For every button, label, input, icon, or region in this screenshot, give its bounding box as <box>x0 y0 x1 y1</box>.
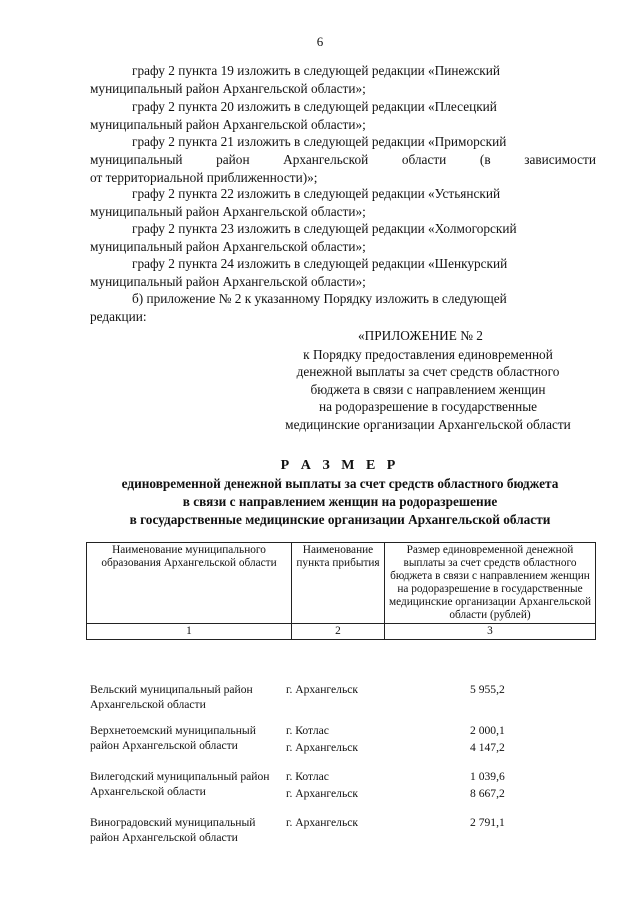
heading-subtitle <box>40 475 640 529</box>
header-cell: Наименование муниципального образования Архангельской области <box>87 543 292 624</box>
column-number: 2 <box>292 624 385 640</box>
appendix-title: «ПРИЛОЖЕНИЕ № 2 <box>358 328 483 343</box>
table-header-row <box>87 543 596 624</box>
paragraph-line: графу 2 пункта 24 изложить в следующей редакции «Шенкурский <box>132 256 508 271</box>
paragraph-line: от территориальной приближенности)»; <box>90 170 318 185</box>
paragraph-19 <box>90 62 596 98</box>
paragraph-line: графу 2 пункта 19 изложить в следующей редакции «Пинежский <box>132 63 500 78</box>
heading-line: единовременной денежной выплаты за счет средств областного бюджета <box>121 476 559 491</box>
payment-amount: 8 667,2 <box>470 787 505 800</box>
arrival-place: г. Архангельск <box>286 787 359 800</box>
appendix-line: на родоразрешение в государственные <box>318 399 538 415</box>
paragraph-21 <box>90 133 596 187</box>
paragraph-20 <box>90 98 596 134</box>
table-header <box>86 542 596 640</box>
column-number: 1 <box>87 624 292 640</box>
appendix-caption <box>260 346 596 433</box>
payment-amount: 2 000,1 <box>470 724 505 737</box>
arrival-place: г. Архангельск <box>286 816 359 829</box>
header-cell: Наименование пункта прибытия <box>292 543 385 624</box>
heading-line: в государственные медицинские организации Архангельской области <box>129 512 551 527</box>
column-number: 3 <box>385 624 596 640</box>
arrival-place: г. Котлас <box>286 770 329 783</box>
payment-amount: 2 791,1 <box>470 816 505 829</box>
paragraph-23 <box>90 220 596 256</box>
paragraph-line: муниципальный район Архангельской области»; <box>90 239 366 254</box>
paragraph-line: муниципальный район Архангельской области»; <box>90 204 366 219</box>
header-cell: Размер единовременной денежной выплаты за счет средств областного бюджета в связи с направлением женщин на родоразрешение в государственные медицинские организации Архангельской области (рублей) <box>385 543 596 624</box>
appendix-line: денежной выплаты за счет средств областного <box>296 364 560 380</box>
paragraph-line: муниципальный район Архангельской области»; <box>90 274 366 289</box>
paragraph-22 <box>90 185 596 221</box>
arrival-place: г. Архангельск <box>286 741 359 754</box>
district-name: Виноградовский муниципальный район Архангельской области <box>90 816 256 844</box>
district-name: Верхнетоемский муниципальный район Архангельской области <box>90 724 256 752</box>
paragraph-line: муниципальный район Архангельской области (в зависимости <box>90 152 596 167</box>
table-number-row <box>87 624 596 640</box>
heading-title: Р А З М Е Р <box>280 458 400 473</box>
district-name: Вилегодский муниципальный район Архангельской области <box>90 770 270 798</box>
paragraph-line: графу 2 пункта 23 изложить в следующей редакции «Холмогорский <box>132 221 517 236</box>
paragraph-line: графу 2 пункта 22 изложить в следующей редакции «Устьянский <box>132 186 501 201</box>
paragraph-24 <box>90 255 596 291</box>
arrival-place: г. Архангельск <box>286 683 359 696</box>
district-name: Вельский муниципальный район Архангельской области <box>90 683 253 711</box>
payment-amount: 4 147,2 <box>470 741 505 754</box>
arrival-place: г. Котлас <box>286 724 329 737</box>
appendix-line: медицинские организации Архангельской области <box>285 416 571 432</box>
paragraph-line: редакции: <box>90 309 147 324</box>
paragraph-b <box>90 290 596 326</box>
paragraph-line: муниципальный район Архангельской области»; <box>90 117 366 132</box>
paragraph-line: графу 2 пункта 21 изложить в следующей редакции «Приморский <box>132 134 507 149</box>
paragraph-line: муниципальный район Архангельской области»; <box>90 81 366 96</box>
appendix-line: к Порядку предоставления единовременной <box>303 347 553 362</box>
payment-amount: 5 955,2 <box>470 683 505 696</box>
appendix-line: бюджета в связи с направлением женщин <box>310 381 546 397</box>
paragraph-line: б) приложение № 2 к указанному Порядку изложить в следующей <box>132 291 507 306</box>
payment-amount: 1 039,6 <box>470 770 505 783</box>
heading-line: в связи с направлением женщин на родоразрешение <box>182 494 498 509</box>
page-number: 6 <box>316 34 324 49</box>
paragraph-line: графу 2 пункта 20 изложить в следующей редакции «Плесецкий <box>132 99 497 114</box>
